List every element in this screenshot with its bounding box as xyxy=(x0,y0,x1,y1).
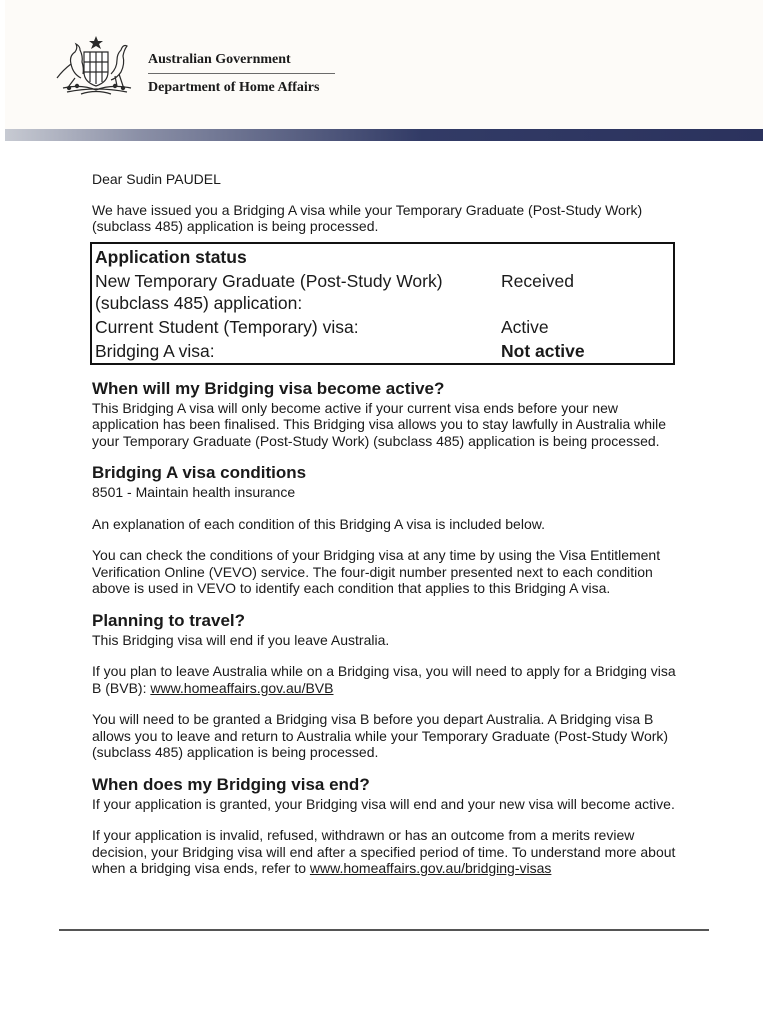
bridging-visas-link[interactable]: www.homeaffairs.gov.au/bridging-visas xyxy=(309,860,552,876)
agency-name-block xyxy=(148,51,348,97)
coat-of-arms-logo xyxy=(51,34,141,96)
end-paragraph: If your application is granted, your Bridging visa will end and your new visa will become active. xyxy=(92,795,675,812)
status-row xyxy=(91,339,674,364)
status-value: Not active xyxy=(501,340,585,361)
salutation: Dear Sudin PAUDEL xyxy=(92,171,221,187)
section-heading-travel: Planning to travel? xyxy=(92,610,246,630)
end-text: If your application is invalid, refused, withdrawn or has an outcome from a merits review decision, your Bridging visa will end after a specified period of time. To understand more about when a bridging visa ends, refer to xyxy=(92,827,676,876)
status-table-heading: Application status xyxy=(95,246,247,267)
condition-item: 8501 - Maintain health insurance xyxy=(92,484,296,500)
section-heading-active: When will my Bridging visa become active? xyxy=(92,378,445,398)
status-value: Received xyxy=(501,270,574,291)
status-label: Bridging A visa: xyxy=(95,340,215,361)
application-status-table xyxy=(90,242,675,365)
header-band xyxy=(5,129,763,141)
travel-text: If you plan to leave Australia while on a Bridging visa, you will need to apply for a Bridging visa B (BVB): xyxy=(92,663,676,696)
letterhead xyxy=(5,0,763,130)
status-row xyxy=(91,315,674,339)
conditions-paragraph: You can check the conditions of your Bridging visa at any time by using the Visa Entitlement Verification Online (VEVO) service. The four-digit number presented next to each condition above is used in VEVO to identify each condition that applies to this Bridging A visa. xyxy=(92,547,661,596)
government-name: Australian Government xyxy=(148,52,291,67)
intro-paragraph: We have issued you a Bridging A visa while your Temporary Graduate (Post-Study Work) (subclass 485) application is being processed. xyxy=(92,201,643,234)
status-value: Active xyxy=(501,316,549,337)
travel-paragraph: This Bridging visa will end if you leave Australia. xyxy=(92,631,390,648)
end-paragraph xyxy=(92,827,682,877)
section-heading-end: When does my Bridging visa end? xyxy=(92,774,370,794)
conditions-paragraph: An explanation of each condition of this Bridging A visa is included below. xyxy=(92,515,545,532)
active-paragraph: This Bridging A visa will only become active if your current visa ends before your new application has been finalised. This Bridging visa allows you to stay lawfully in Australia while your Temporary Graduate (Post-Study Work) (subclass 485) application is being processed. xyxy=(92,399,667,449)
status-row xyxy=(91,269,674,315)
section-heading-conditions: Bridging A visa conditions xyxy=(92,463,307,482)
status-label: New Temporary Graduate (Post-Study Work) (subclass 485) application: xyxy=(95,270,443,313)
letter-body xyxy=(92,171,682,877)
bvb-link[interactable]: www.homeaffairs.gov.au/BVB xyxy=(150,679,334,696)
department-name: Department of Home Affairs xyxy=(148,80,320,95)
status-label: Current Student (Temporary) visa: xyxy=(95,316,359,337)
agency-divider xyxy=(148,73,335,74)
travel-paragraph: You will need to be granted a Bridging visa B before you depart Australia. A Bridging visa B allows you to leave and return to Australia while your Temporary Graduate (Post-Study Work) (subclass 485) application is being processed. xyxy=(92,711,669,760)
footer-divider xyxy=(59,929,709,931)
travel-paragraph xyxy=(92,663,682,696)
